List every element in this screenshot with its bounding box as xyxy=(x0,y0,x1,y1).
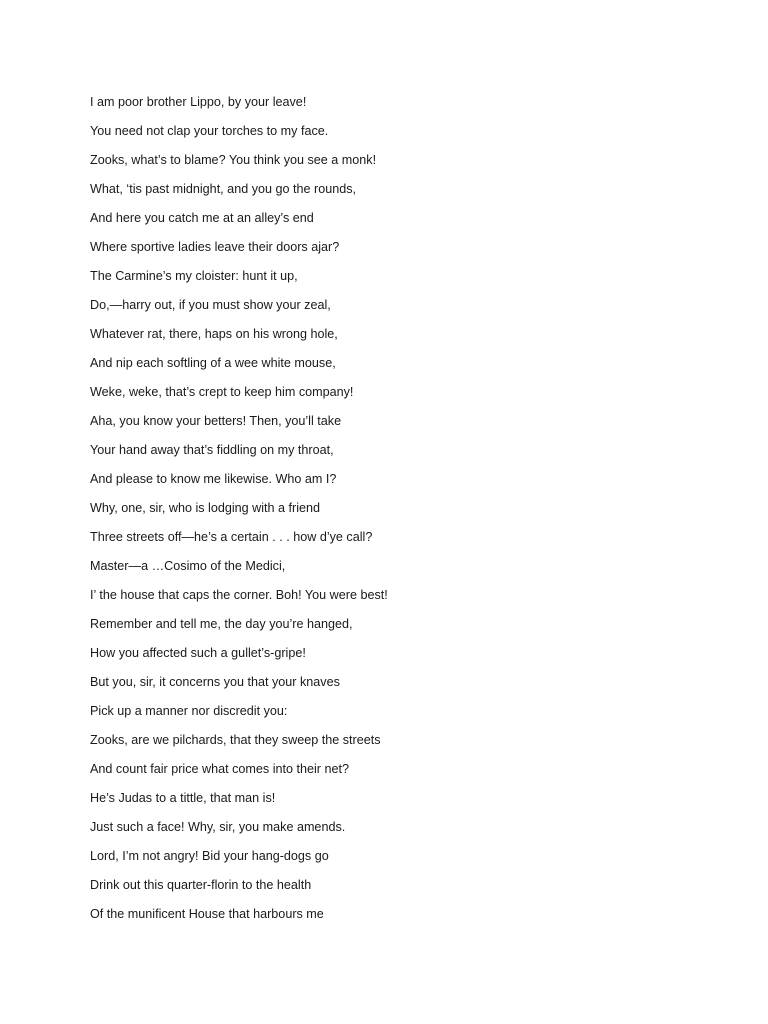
poem-line: Where sportive ladies leave their doors ajar? xyxy=(90,240,340,254)
poem-line: Why, one, sir, who is lodging with a friend xyxy=(90,501,321,515)
poem-line: How you affected such a gullet’s-gripe! xyxy=(90,646,306,660)
poem-line: I’ the house that caps the corner. Boh! You were best! xyxy=(90,588,388,602)
poem-line: And here you catch me at an alley’s end xyxy=(90,211,314,225)
poem-line: Weke, weke, that’s crept to keep him company! xyxy=(90,385,354,399)
poem-line: Do,—harry out, if you must show your zeal, xyxy=(90,298,331,312)
poem-line: Of the munificent House that harbours me xyxy=(90,907,324,921)
poem-line: The Carmine’s my cloister: hunt it up, xyxy=(90,269,298,283)
poem-line: Pick up a manner nor discredit you: xyxy=(90,704,288,718)
poem-line: He’s Judas to a tittle, that man is! xyxy=(90,791,276,805)
poem-line: Remember and tell me, the day you’re hanged, xyxy=(90,617,353,631)
poem-text xyxy=(90,88,388,929)
poem-line: And count fair price what comes into their net? xyxy=(90,762,350,776)
poem-line: I am poor brother Lippo, by your leave! xyxy=(90,95,307,109)
poem-line: You need not clap your torches to my face. xyxy=(90,124,329,138)
poem-line: Zooks, what’s to blame? You think you see a monk! xyxy=(90,153,377,167)
poem-line: And please to know me likewise. Who am I? xyxy=(90,472,337,486)
poem-line: Just such a face! Why, sir, you make amends. xyxy=(90,820,346,834)
poem-line: Aha, you know your betters! Then, you’ll take xyxy=(90,414,342,428)
poem-line: But you, sir, it concerns you that your knaves xyxy=(90,675,340,689)
poem-line: And nip each softling of a wee white mouse, xyxy=(90,356,336,370)
poem-line: What, ‘tis past midnight, and you go the rounds, xyxy=(90,182,357,196)
poem-line: Lord, I’m not angry! Bid your hang-dogs go xyxy=(90,849,329,863)
poem-line: Master—a …Cosimo of the Medici, xyxy=(90,559,286,573)
poem-line: Whatever rat, there, haps on his wrong hole, xyxy=(90,327,338,341)
poem-line: Three streets off—he’s a certain . . . how d’ye call? xyxy=(90,530,373,544)
poem-line: Drink out this quarter-florin to the health xyxy=(90,878,312,892)
poem-line: Zooks, are we pilchards, that they sweep the streets xyxy=(90,733,381,747)
poem-line: Your hand away that’s fiddling on my throat, xyxy=(90,443,334,457)
